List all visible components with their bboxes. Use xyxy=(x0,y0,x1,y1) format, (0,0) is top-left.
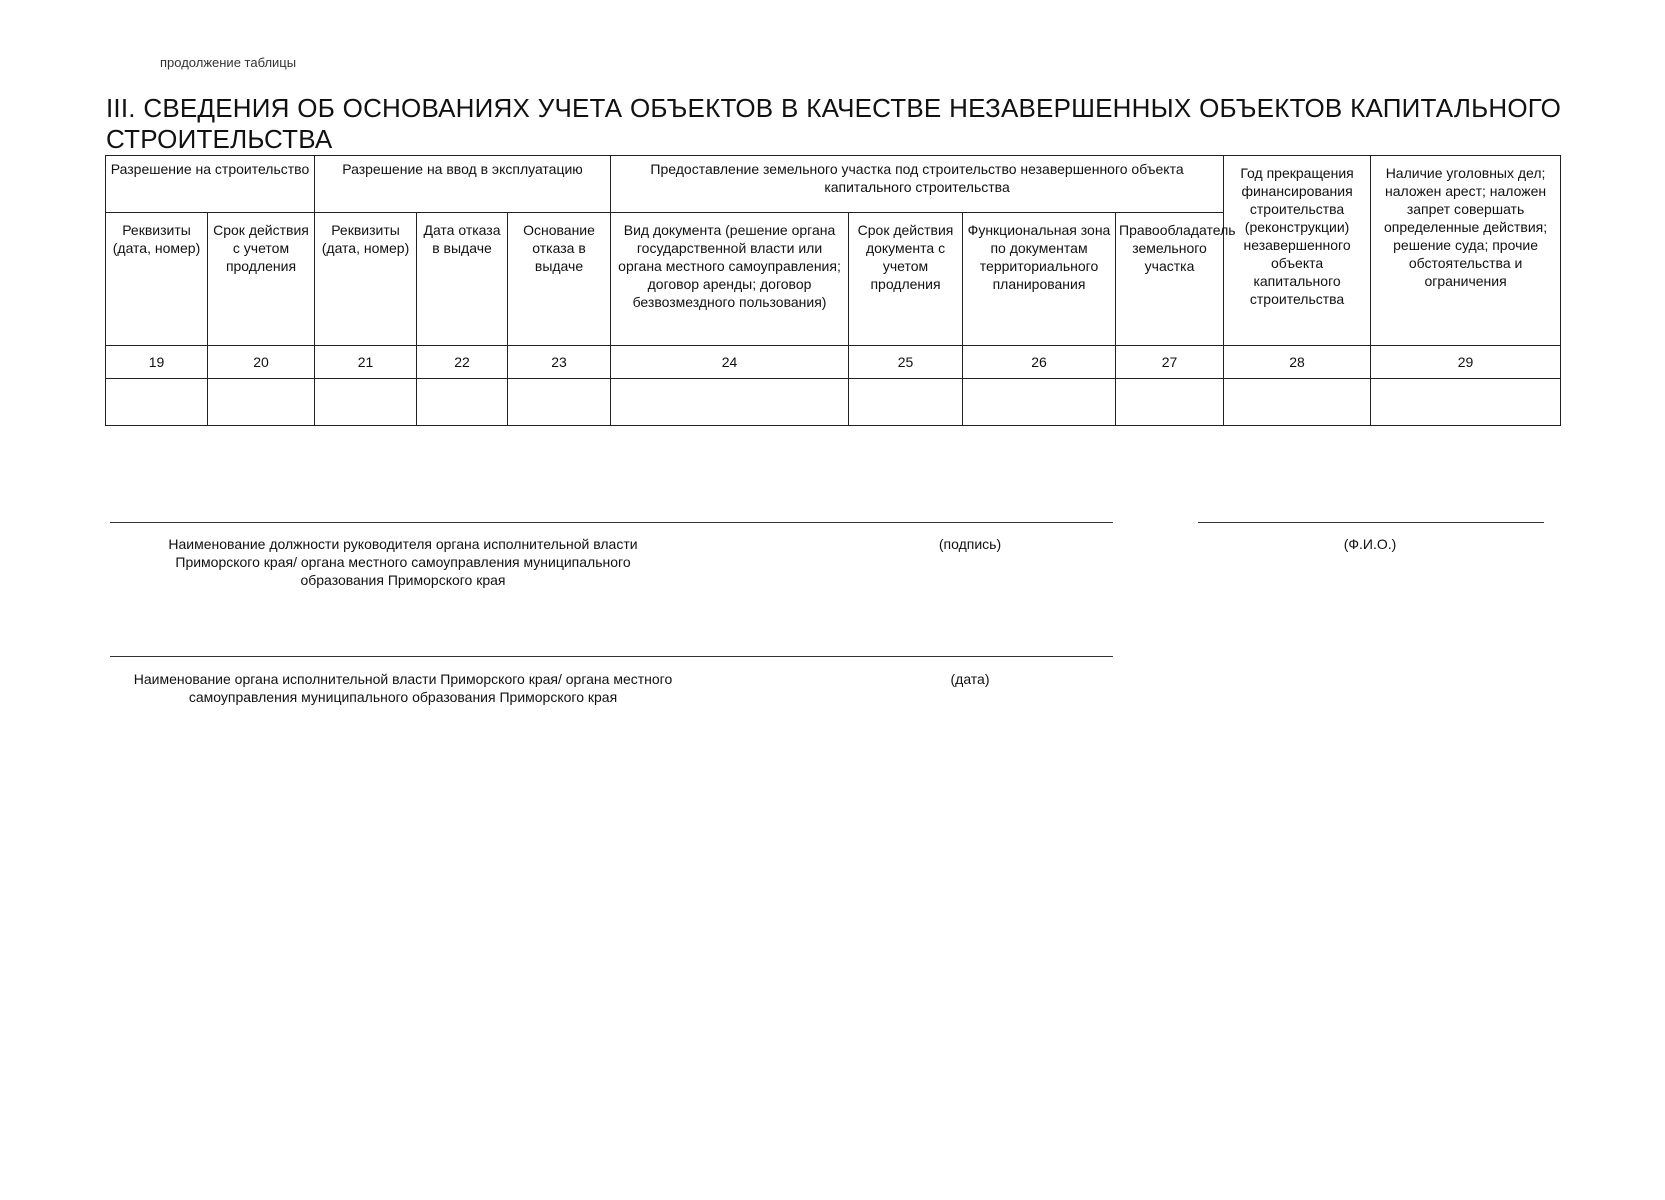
header-c20: Срок действия с учетом продления xyxy=(208,213,315,346)
data-cell xyxy=(208,379,315,426)
position-signature-line xyxy=(110,522,1113,523)
col-number: 25 xyxy=(849,346,963,379)
header-criminal: Наличие уголовных дел; наложен арест; наложен запрет совершать определенные действия; решение суда; прочие обстоятельства и ограничения xyxy=(1371,156,1561,346)
col-number: 26 xyxy=(963,346,1116,379)
data-cell xyxy=(417,379,508,426)
header-c21: Реквизиты (дата, номер) xyxy=(315,213,417,346)
data-cell xyxy=(963,379,1116,426)
header-c19: Реквизиты (дата, номер) xyxy=(106,213,208,346)
col-number: 28 xyxy=(1224,346,1371,379)
date-caption: (дата) xyxy=(950,671,990,687)
data-cell xyxy=(1224,379,1371,426)
header-c24: Вид документа (решение органа государственной власти или органа местного самоуправления; договор аренды; договор безвозмездного пользования) xyxy=(611,213,849,346)
col-number: 27 xyxy=(1116,346,1224,379)
header-c25: Срок действия документа с учетом продления xyxy=(849,213,963,346)
group-commissioning: Разрешение на ввод в эксплуатацию xyxy=(315,156,611,213)
col-number: 24 xyxy=(611,346,849,379)
header-c23: Основание отказа в выдаче xyxy=(508,213,611,346)
section-title: III. СВЕДЕНИЯ ОБ ОСНОВАНИЯХ УЧЕТА ОБЪЕКТОВ В КАЧЕСТВЕ НЕЗАВЕРШЕННЫХ ОБЪЕКТОВ КАПИТАЛЬНОГО СТРОИТЕЛЬСТВА xyxy=(106,93,1561,154)
group-header-row xyxy=(106,156,1561,213)
continuation-note: продолжение таблицы xyxy=(160,55,297,70)
signature-caption: (подпись) xyxy=(938,536,1002,552)
data-cell xyxy=(315,379,417,426)
data-cell xyxy=(849,379,963,426)
position-caption: Наименование должности руководителя органа исполнительной власти Приморского края/ органа местного самоуправления муниципального образования Приморского края xyxy=(168,536,638,588)
col-number: 29 xyxy=(1371,346,1561,379)
data-cell xyxy=(508,379,611,426)
organ-caption: Наименование органа исполнительной власти Приморского края/ органа местного самоуправления муниципального образования Приморского края xyxy=(133,671,673,705)
col-number: 22 xyxy=(417,346,508,379)
header-c27: Правообладатель земельного участка xyxy=(1116,213,1224,346)
organ-date-line xyxy=(110,656,1113,657)
group-land: Предоставление земельного участка под строительство незавершенного объекта капитального строительства xyxy=(611,156,1224,213)
data-cell xyxy=(106,379,208,426)
data-row xyxy=(106,379,1561,426)
header-year-stop: Год прекращения финансирования строительства (реконструкции) незавершенного объекта капитального строительства xyxy=(1224,156,1371,346)
col-number: 23 xyxy=(508,346,611,379)
column-number-row xyxy=(106,346,1561,379)
header-c22: Дата отказа в выдаче xyxy=(417,213,508,346)
col-number: 19 xyxy=(106,346,208,379)
data-cell xyxy=(1116,379,1224,426)
name-caption: (Ф.И.О.) xyxy=(1343,536,1397,552)
registration-basis-table xyxy=(105,155,1561,426)
col-number: 20 xyxy=(208,346,315,379)
group-permit: Разрешение на строительство xyxy=(106,156,315,213)
header-c26: Функциональная зона по документам территориального планирования xyxy=(963,213,1116,346)
name-line xyxy=(1198,522,1544,523)
data-cell xyxy=(611,379,849,426)
data-cell xyxy=(1371,379,1561,426)
col-number: 21 xyxy=(315,346,417,379)
